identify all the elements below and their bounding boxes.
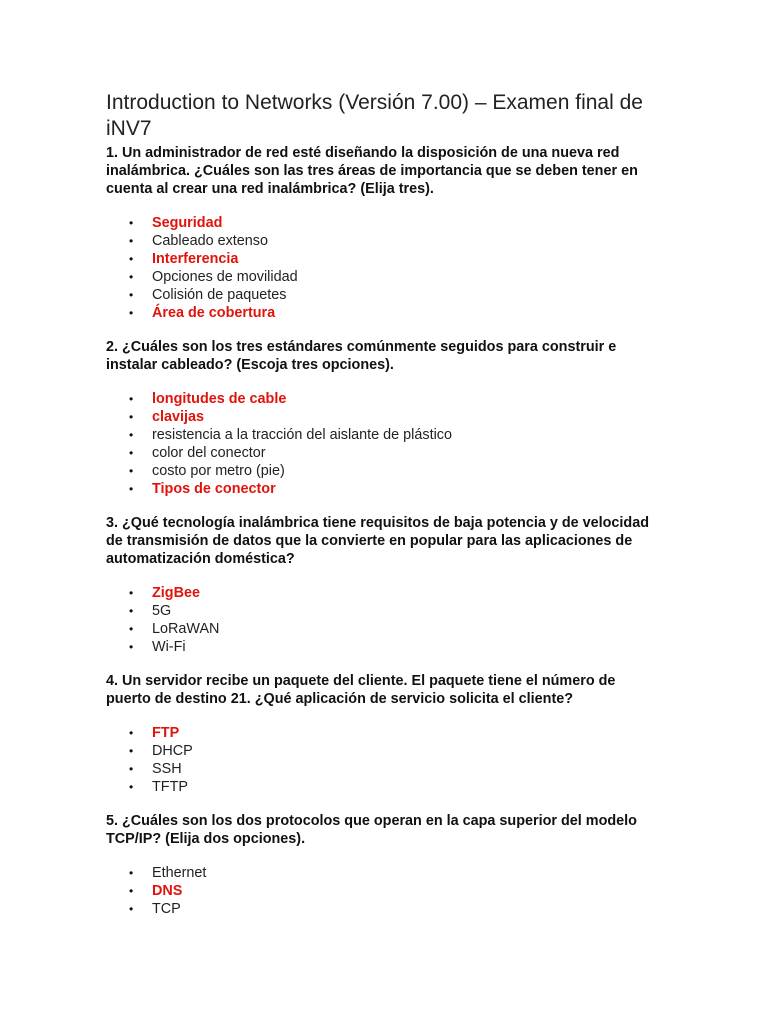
- bullet-icon: •: [129, 586, 134, 600]
- option-label: Interferencia: [152, 251, 239, 267]
- option-label: resistencia a la tracción del aislante de plástico: [152, 427, 452, 443]
- option-label: Seguridad: [152, 215, 223, 231]
- question-list: [106, 144, 656, 918]
- answer-option: [106, 778, 656, 796]
- option-label: Cableado extenso: [152, 233, 269, 249]
- option-label: clavijas: [152, 409, 205, 425]
- correct-answer-option: [106, 408, 656, 426]
- question-spacer: [106, 322, 656, 338]
- bullet-icon: •: [129, 482, 134, 496]
- option-label: SSH: [152, 761, 182, 777]
- option-label: Área de cobertura: [152, 305, 276, 321]
- option-label: longitudes de cable: [152, 391, 287, 407]
- bullet-icon: •: [129, 410, 134, 424]
- answer-options: [106, 724, 656, 796]
- correct-answer-option: [106, 584, 656, 602]
- question-text: 1. Un administrador de red esté diseñando la disposición de una nueva red inalámbrica. ¿Cuáles son las tres áreas de importancia que se deben tener en cuenta al crear una red inalámbrica? (Elija tres).: [106, 145, 638, 197]
- bullet-icon: •: [129, 744, 134, 758]
- option-label: color del conector: [152, 445, 266, 461]
- option-label: ZigBee: [152, 585, 200, 601]
- option-label: costo por metro (pie): [152, 463, 285, 479]
- option-label: Opciones de movilidad: [152, 269, 298, 285]
- option-label: 5G: [152, 603, 172, 619]
- question-text: 5. ¿Cuáles son los dos protocolos que operan en la capa superior del modelo TCP/IP? (Elija dos opciones).: [106, 813, 637, 847]
- question-text: 2. ¿Cuáles son los tres estándares comúnmente seguidos para construir e instalar cableado? (Escoja tres opciones).: [106, 339, 617, 373]
- answer-option: [106, 268, 656, 286]
- answer-option: [106, 638, 656, 656]
- option-label: LoRaWAN: [152, 621, 220, 637]
- answer-options: [106, 584, 656, 656]
- option-label: TCP: [152, 901, 181, 917]
- bullet-icon: •: [129, 762, 134, 776]
- correct-answer-option: [106, 882, 656, 900]
- option-label: Ethernet: [152, 865, 207, 881]
- answer-option: [106, 900, 656, 918]
- bullet-icon: •: [129, 234, 134, 248]
- document-title: Introduction to Networks (Versión 7.00) – Examen final de iNV7: [106, 91, 643, 140]
- bullet-icon: •: [129, 288, 134, 302]
- option-label: Tipos de conector: [152, 481, 276, 497]
- bullet-icon: •: [129, 640, 134, 654]
- option-label: FTP: [152, 725, 180, 741]
- document-page: [106, 90, 656, 918]
- question-spacer: [106, 498, 656, 514]
- answer-option: [106, 620, 656, 638]
- question-text: 3. ¿Qué tecnología inalámbrica tiene requisitos de baja potencia y de velocidad de transmisión de datos que la convierte en popular para las aplicaciones de automatización doméstica?: [106, 515, 650, 567]
- bullet-icon: •: [129, 622, 134, 636]
- answer-options: [106, 214, 656, 322]
- correct-answer-option: [106, 480, 656, 498]
- bullet-icon: •: [129, 252, 134, 266]
- bullet-icon: •: [129, 902, 134, 916]
- bullet-icon: •: [129, 392, 134, 406]
- correct-answer-option: [106, 304, 656, 322]
- question-5: [106, 812, 656, 918]
- answer-options: [106, 864, 656, 918]
- question-4: [106, 672, 656, 812]
- question-text: 4. Un servidor recibe un paquete del cliente. El paquete tiene el número de puerto de destino 21. ¿Qué aplicación de servicio solicita el cliente?: [106, 673, 616, 707]
- correct-answer-option: [106, 724, 656, 742]
- bullet-icon: •: [129, 428, 134, 442]
- option-label: Colisión de paquetes: [152, 287, 287, 303]
- answer-option: [106, 742, 656, 760]
- option-label: DNS: [152, 883, 183, 899]
- answer-option: [106, 232, 656, 250]
- bullet-icon: •: [129, 270, 134, 284]
- correct-answer-option: [106, 390, 656, 408]
- correct-answer-option: [106, 250, 656, 268]
- question-3: [106, 514, 656, 672]
- bullet-icon: •: [129, 780, 134, 794]
- answer-option: [106, 864, 656, 882]
- question-1: [106, 144, 656, 338]
- bullet-icon: •: [129, 884, 134, 898]
- bullet-icon: •: [129, 866, 134, 880]
- question-2: [106, 338, 656, 514]
- option-label: DHCP: [152, 743, 193, 759]
- answer-option: [106, 426, 656, 444]
- question-spacer: [106, 656, 656, 672]
- answer-option: [106, 444, 656, 462]
- answer-option: [106, 602, 656, 620]
- bullet-icon: •: [129, 306, 134, 320]
- bullet-icon: •: [129, 604, 134, 618]
- bullet-icon: •: [129, 216, 134, 230]
- answer-options: [106, 390, 656, 498]
- option-label: TFTP: [152, 779, 188, 795]
- answer-option: [106, 286, 656, 304]
- bullet-icon: •: [129, 446, 134, 460]
- bullet-icon: •: [129, 464, 134, 478]
- correct-answer-option: [106, 214, 656, 232]
- option-label: Wi-Fi: [152, 639, 186, 655]
- question-spacer: [106, 796, 656, 812]
- answer-option: [106, 760, 656, 778]
- answer-option: [106, 462, 656, 480]
- bullet-icon: •: [129, 726, 134, 740]
